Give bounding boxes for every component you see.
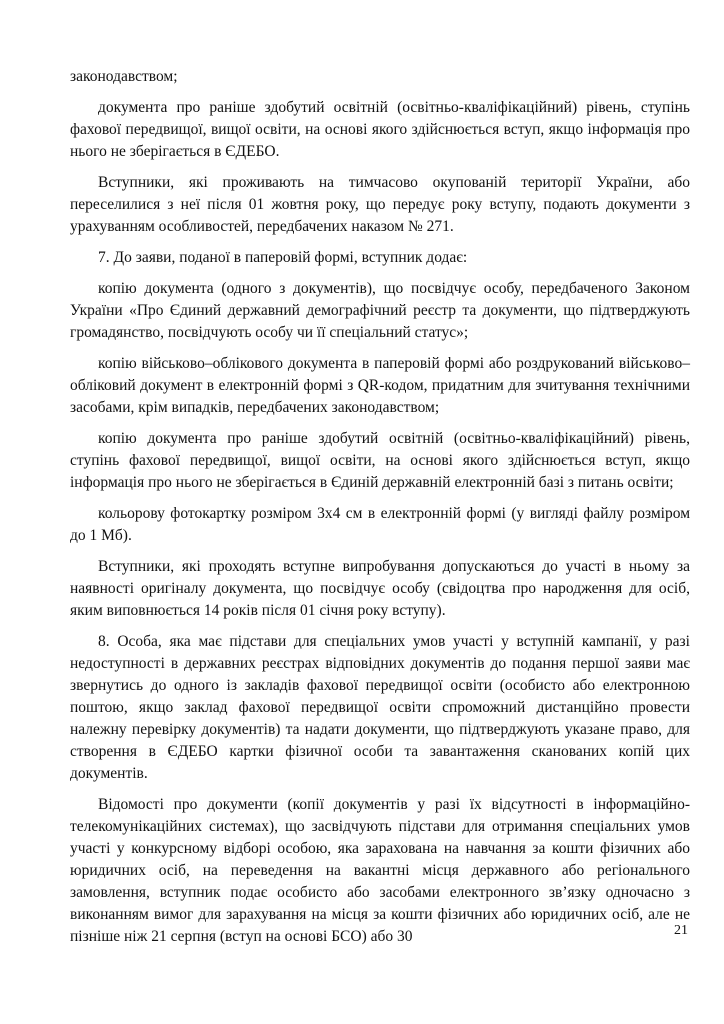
page-number: 21 xyxy=(674,923,688,938)
paragraph-item-7: 7. До заяви, поданої в паперовій формі, вступник додає: xyxy=(98,249,468,266)
paragraph-military-document: копію військово–облікового документа в паперовій формі або роздрукований військово–обліковий документ в електронній формі з QR-кодом, придатним для зчитування технічними засобами, крім випадків, передбачених законодавством; xyxy=(70,355,690,416)
paragraph-education-copy: копію документа про раніше здобутий освітній (освітньо-кваліфікаційний) рівень, ступінь фахової передвищої, вищої освіти, на основі якого здійснюється вступ, якщо інформація про нього не зберігається в Єдиній державній електронній базі з питань освіти; xyxy=(70,430,690,491)
paragraph-item-8: 8. Особа, яка має підстави для спеціальних умов участі у вступній кампанії, у разі недоступності в державних реєстрах відповідних документів до подання першої заяви має звернутись до одного із закладів фахової передвищої освіти (особисто або електронною поштою, якщо заклад фахової передвищої освіти спроможний дистанційно провести належну перевірку документів) та надати документи, що підтверджують указане право, для створення в ЄДЕБО картки фізичної особи та завантаження сканованих копій цих документів. xyxy=(70,633,690,782)
paragraph-entrance-exam: Вступники, які проходять вступне випробування допускаються до участі в ньому за наявності оригіналу документа, що посвідчує особу (свідоцтва про народження для осіб, яким виповнюється 14 років після 01 січня року вступу). xyxy=(70,558,690,619)
paragraph-occupied-territory: Вступники, які проживають на тимчасово окупованій території України, або переселилися з неї після 01 жовтня року, що передує року вступу, подають документи з урахуванням особливостей, передбачених наказом № 271. xyxy=(70,174,690,235)
paragraph-continuation: законодавством; xyxy=(70,68,178,85)
paragraph-education-document: документа про раніше здобутий освітній (освітньо-кваліфікаційний) рівень, ступінь фахової передвищої, вищої освіти, на основі якого здійснюється вступ, якщо інформація про нього не зберігається в ЄДЕБО. xyxy=(70,99,690,160)
document-body xyxy=(70,66,690,957)
paragraph-special-conditions: Відомості про документи (копії документів у разі їх відсутності в інформаційно-телекомунікаційних системах), що засвідчують підстави для отримання спеціальних умов участі у конкурсному відборі особою, яка зарахована на навчання за кошти фізичних або юридичних осіб, на переведення на вакантні місця державного або регіонального замовлення, вступник подає особисто або засобами електронного зв’язку одночасно з виконанням вимог для зарахування на місця за кошти фізичних або юридичних осіб, але не пізніше ніж 21 серпня (вступ на основі БСО) або 30 xyxy=(70,796,690,945)
paragraph-photo: кольорову фотокартку розміром 3х4 см в електронній формі (у вигляді файлу розміром до 1 Мб). xyxy=(70,505,690,544)
paragraph-identity-copy: копію документа (одного з документів), що посвідчує особу, передбаченого Законом України «Про Єдиний державний демографічний реєстр та документи, що підтверджують громадянство, посвідчують особу чи її спеціальний статус»; xyxy=(70,280,690,341)
